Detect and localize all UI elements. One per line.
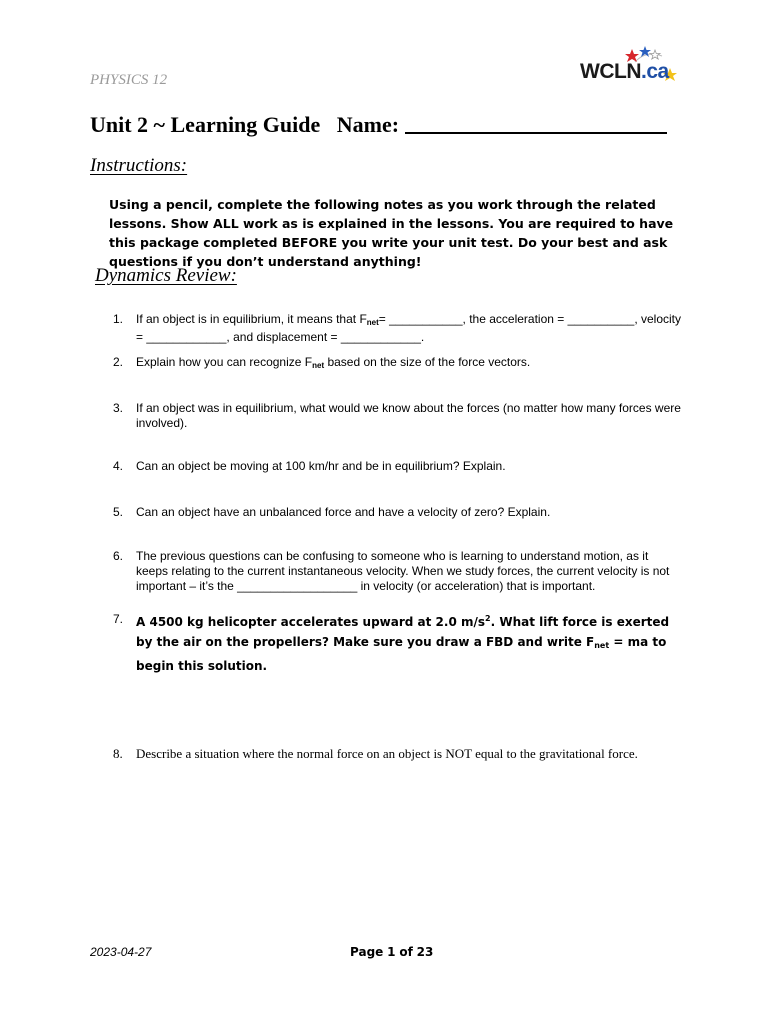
question-7: 7. A 4500 kg helicopter accelerates upward at 2.0 $m/s^2$. What lift force is exerted by the air on the propellers? Make sure you draw a FBD and write $F_{net}$ = ma to begin this solution. bbox=[113, 612, 670, 673]
question-3: 3. If an object was in equilibrium, what would we know about the forces (no matter how many forces were involved). bbox=[113, 401, 681, 430]
name-field-line bbox=[405, 114, 667, 134]
wcln-logo bbox=[580, 44, 680, 90]
question-8: 8. Describe a situation where the normal force on an object is NOT equal to the gravitational force. bbox=[113, 746, 638, 761]
question-5: 5. Can an object have an unbalanced force and have a velocity of zero? Explain. bbox=[113, 505, 551, 519]
instructions-text: Using a pencil, complete the following notes as you work through the related lessons. Show ALL work as is explained in the lessons. You are required to have this package completed BEFORE you write your unit test. Do your best and ask questions if you don’t understand anything! bbox=[109, 197, 674, 269]
question-2: 2. Explain how you can recognize $F_{net}$ based on the size of the force vectors. bbox=[113, 355, 531, 370]
question-6: 6. The previous questions can be confusing to someone who is learning to understand motion, as it keeps relating to the current instantaneous velocity. When we study forces, the current velocity is not important – it’s the __________________ in velocity (or acceleration) that is important. bbox=[113, 549, 670, 593]
question-4: 4. Can an object be moving at 100 km/hr and be in equilibrium? Explain. bbox=[113, 459, 506, 473]
page-title: Unit 2 ~ Learning Guide Name: bbox=[90, 112, 667, 138]
dynamics-heading: Dynamics Review: bbox=[95, 265, 237, 286]
name-label: Name: bbox=[336, 112, 400, 137]
footer-date: 2023-04-27 bbox=[90, 945, 152, 959]
footer-page-number: Page 1 of 23 bbox=[350, 945, 434, 959]
instructions-heading: Instructions: bbox=[90, 155, 188, 176]
logo-text: WCLN.ca bbox=[580, 60, 669, 83]
course-label: PHYSICS 12 bbox=[90, 72, 168, 88]
question-1: 1. If an object is in equilibrium, it means that $F_{net}=$ ___________, the acceleration = __________, velocity = ____________, and displacement = ____________. bbox=[113, 312, 682, 344]
